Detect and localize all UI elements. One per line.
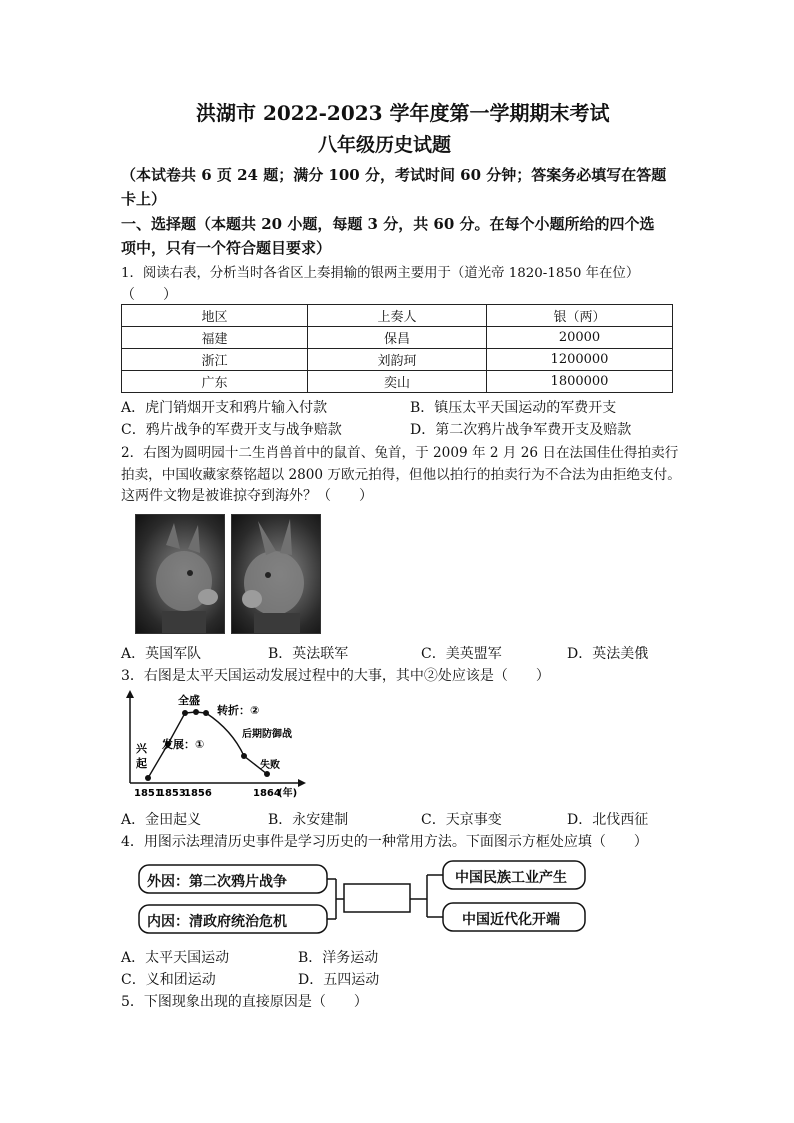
q2-option-d: D．英法美俄 <box>567 646 649 662</box>
q2-stem-line3: 这两件文物是被谁掠夺到海外？（ ） <box>121 488 373 504</box>
x-tick-label: 1853 <box>158 788 186 799</box>
table-cell: 刘韵珂 <box>308 349 487 371</box>
label-turn: 转折：② <box>217 704 260 717</box>
q4-option-d: D．五四运动 <box>298 972 380 988</box>
point-defense <box>241 753 247 759</box>
q3-timeline-chart <box>120 688 310 800</box>
point-peak-start <box>182 710 188 716</box>
table-cell: 1200000 <box>487 349 673 371</box>
table-cell: 1800000 <box>487 371 673 393</box>
label-rise-a: 兴 <box>136 742 147 755</box>
table-cell: 保昌 <box>308 327 487 349</box>
point-turn <box>203 710 209 716</box>
q1-stem-line1: 1．阅读右表，分析当时各省区上奏捐输的银两主要用于（道光帝 1820-1850 年在位） <box>121 266 640 281</box>
table-cell: 奕山 <box>308 371 487 393</box>
point-fail <box>264 771 270 777</box>
label-peak: 全盛 <box>178 694 200 707</box>
q1-option-c: C．鸦片战争的军费开支与战争赔款 <box>121 422 342 438</box>
q2-option-c: C．美英盟军 <box>421 646 502 662</box>
exam-subtitle: 八年级历史试题 <box>318 134 452 156</box>
exam-title: 洪湖市 2022-2023 学年度第一学期期末考试 <box>196 101 610 125</box>
q3-option-c: C．天京事变 <box>421 812 502 828</box>
internal-cause-text: 内因：清政府统治危机 <box>147 914 287 930</box>
exam-note-line1: （本试卷共 6 页 24 题；满分 100 分，考试时间 60 分钟；答案务必填写在答题 <box>121 166 667 184</box>
point-rise <box>145 775 151 781</box>
y-axis-arrow <box>126 690 134 698</box>
table-row <box>122 327 673 349</box>
section-heading-line2: 项中，只有一个符合题目要求） <box>121 239 332 257</box>
table-row <box>122 371 673 393</box>
result-industry-text: 中国民族工业产生 <box>455 870 567 886</box>
q4-stem: 4．用图示法理清历史事件是学习历史的一种常用方法。下面图示方框处应填（ ） <box>121 834 648 850</box>
q4-option-b: B．洋务运动 <box>298 950 379 966</box>
point-peak <box>193 709 199 715</box>
q3-option-b: B．永安建制 <box>268 812 349 828</box>
external-cause-text: 外因：第二次鸦片战争 <box>147 874 287 890</box>
table-cell: 20000 <box>487 327 673 349</box>
table-header-cell: 上奏人 <box>308 305 487 327</box>
result-modernization-text: 中国近代化开端 <box>462 912 560 928</box>
rabbit-head-image <box>232 515 320 633</box>
table-header-cell: 银（两） <box>487 305 673 327</box>
table-header-row <box>122 305 673 327</box>
x-tick-label: 1856 <box>184 788 212 799</box>
exam-note-line2: 卡上） <box>121 190 167 208</box>
q3-option-d: D．北伐西征 <box>567 812 649 828</box>
q5-stem: 5．下图现象出现的直接原因是（ ） <box>121 994 368 1010</box>
q1-table <box>121 304 673 393</box>
x-tick-label: 1864 <box>253 788 281 799</box>
x-unit-label: (年) <box>278 788 298 799</box>
q1-option-d: D．第二次鸦片战争军费开支及赔款 <box>410 422 632 438</box>
rabbit-head-photo <box>231 514 321 634</box>
section-heading-line1: 一、选择题（本题共 20 小题，每题 3 分，共 60 分。在每个小题所给的四个选 <box>121 215 655 233</box>
label-develop: 发展：① <box>162 738 205 751</box>
label-rise-b: 起 <box>136 757 147 770</box>
rat-head-image <box>136 515 224 633</box>
q3-option-a: A．金田起义 <box>121 812 202 828</box>
label-defense: 后期防御战 <box>242 729 292 740</box>
q4-option-a: A．太平天国运动 <box>121 950 230 966</box>
q1-option-a: A．虎门销烟开支和鸦片输入付款 <box>121 400 328 416</box>
table-cell: 福建 <box>122 327 308 349</box>
rat-head-photo <box>135 514 225 634</box>
x-axis-arrow <box>298 779 306 787</box>
q2-option-a: A．英国军队 <box>121 646 202 662</box>
q4-option-c: C．义和团运动 <box>121 972 216 988</box>
x-tick-label: 1851 <box>134 788 162 799</box>
q2-stem-line1: 2．右图为圆明园十二生肖兽首中的鼠首、兔首，于 2009 年 2 月 26 日在法国佳仕得拍卖行 <box>121 445 679 461</box>
table-cell: 广东 <box>122 371 308 393</box>
table-cell: 浙江 <box>122 349 308 371</box>
q2-stem-line2: 拍卖，中国收藏家蔡铭超以 2800 万欧元拍得，但他以拍行的拍卖行为不合法为由拒绝支付。 <box>121 467 681 483</box>
q1-stem-line2: （ ） <box>121 287 177 303</box>
table-row <box>122 349 673 371</box>
table-header-cell: 地区 <box>122 305 308 327</box>
q3-stem: 3．右图是太平天国运动发展过程中的大事，其中②处应该是（ ） <box>121 668 550 684</box>
label-fail: 失败 <box>260 760 280 771</box>
answer-blank-box <box>344 884 410 912</box>
q2-option-b: B．英法联军 <box>268 646 349 662</box>
q1-option-b: B．镇压太平天国运动的军费开支 <box>410 400 617 416</box>
